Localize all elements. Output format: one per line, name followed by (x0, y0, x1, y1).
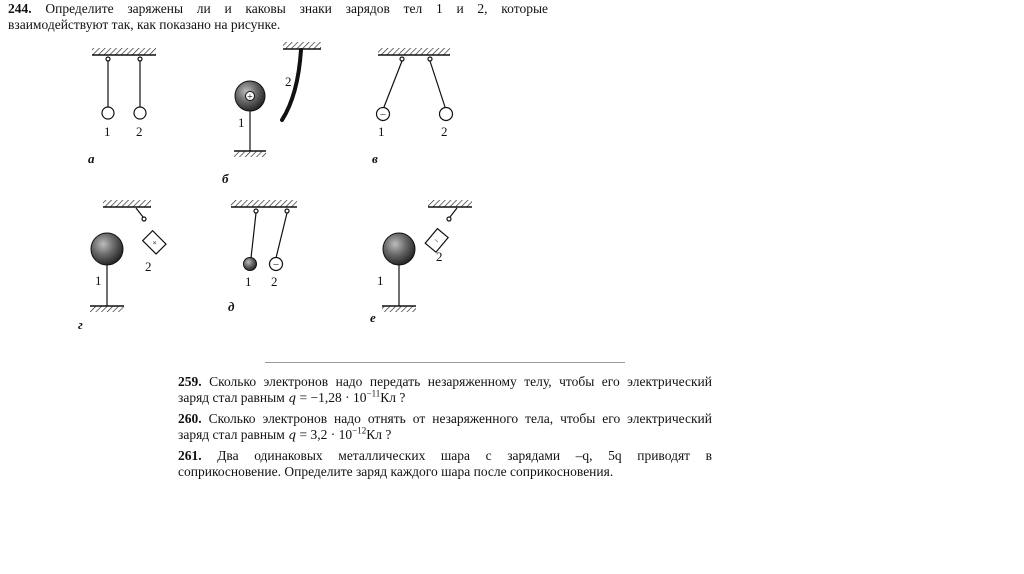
task-261 (178, 448, 712, 480)
task-text: соприкосновение. Определите заряд каждого шара после соприкосновения. (178, 464, 614, 479)
label-1: 1 (104, 124, 111, 139)
task-list (178, 374, 712, 485)
panel-d (228, 200, 297, 314)
formula-var: q (288, 427, 297, 442)
task-number: 260. (178, 411, 202, 426)
task-text: заряд стал равным (178, 390, 289, 405)
label-1: 1 (377, 273, 384, 288)
minus-sign: − (272, 259, 280, 271)
task-text: Сколько электронов надо отнять от незаряженного тела, чтобы его электрический (208, 411, 712, 426)
ball-1 (244, 258, 257, 271)
panel-b (222, 42, 321, 186)
formula-exponent: −11 (366, 388, 381, 399)
panel-e (370, 200, 472, 325)
panel-g (78, 200, 166, 332)
task-text: заряд стал равным (178, 427, 289, 442)
task-260 (178, 411, 712, 443)
panel-a (88, 48, 156, 166)
divider-line (265, 362, 625, 363)
panel-v (372, 48, 453, 166)
panel-letter: б (222, 171, 229, 186)
label-2: 2 (271, 274, 278, 289)
ball-2 (440, 108, 453, 121)
label-1: 1 (378, 124, 385, 139)
panel-letter: а (88, 151, 95, 166)
task-259 (178, 374, 712, 406)
formula: = 3,2 · 10 (296, 427, 353, 442)
problem-number: 244. (8, 1, 32, 16)
label-2: 2 (285, 74, 292, 89)
label-1: 1 (245, 274, 252, 289)
plus-sign: + (247, 92, 253, 103)
label-2: 2 (145, 259, 152, 274)
task-number: 261. (178, 448, 202, 463)
label-1: 1 (238, 115, 245, 130)
minus-sign: − (431, 235, 442, 247)
formula: = −1,28 · 10 (296, 390, 367, 405)
panel-letter: в (372, 151, 378, 166)
task-text: Сколько электронов надо передать незаряженному телу, чтобы его электрический (209, 374, 713, 389)
formula-var: q (288, 390, 297, 405)
label-2: 2 (136, 124, 143, 139)
panel-letter: г (78, 317, 83, 332)
label-2: 2 (441, 124, 448, 139)
sphere-1 (383, 233, 415, 265)
ball-1 (102, 107, 114, 119)
formula-unit: Кл ? (380, 390, 406, 405)
formula-exponent: −12 (352, 425, 367, 436)
ball-2 (134, 107, 146, 119)
label-2: 2 (436, 249, 443, 264)
minus-sign: − (379, 109, 387, 121)
task-text: Два одинаковых металлических шара с зарядами –q, 5q приводят в (217, 448, 713, 463)
panel-letter: д (228, 299, 235, 314)
label-1: 1 (95, 273, 102, 288)
formula-unit: Кл ? (366, 427, 392, 442)
plus-sign: + (149, 237, 161, 249)
panel-letter: е (370, 310, 376, 325)
problem-text-line2: взаимодействуют так, как показано на рисунке. (8, 17, 281, 32)
sphere-1 (91, 233, 123, 265)
problem-text-line1: Определите заряжены ли и каковы знаки зарядов тел 1 и 2, которые (45, 1, 549, 16)
task-number: 259. (178, 374, 202, 389)
